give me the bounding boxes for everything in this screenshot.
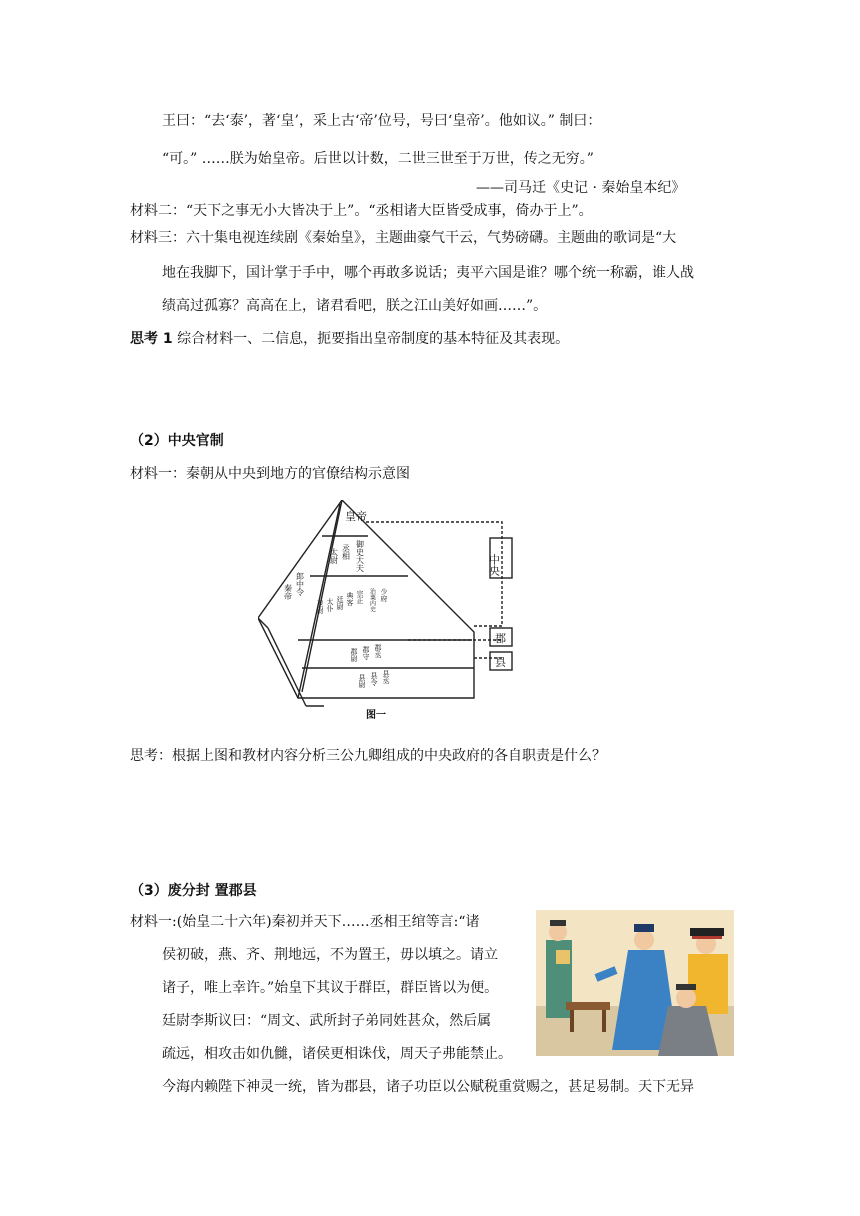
material3-line3: 绩高过孤寡？高高在上，诸君看吧，朕之江山美好如画……”。	[162, 298, 548, 314]
central-bracket	[366, 522, 502, 626]
tier2-yushi: 御史大夫	[355, 540, 365, 572]
think1-label: 思考 1	[130, 331, 173, 347]
tier3-4: 宗正	[356, 590, 364, 604]
court-scene-illustration	[536, 910, 734, 1056]
figure-caption: 图一	[366, 710, 386, 721]
tier3-2: 廷尉	[336, 596, 344, 610]
bureaucracy-pyramid-figure	[258, 500, 522, 722]
section3-line6: 今海内赖陛下神灵一统，皆为郡县，诸子功臣以公赋税重赏赐之，甚足易制。天下无异	[162, 1079, 694, 1095]
section2-material1: 材料一：秦朝从中央到地方的官僚结构示意图	[130, 466, 410, 482]
material1-quote-line1: 王曰：“去‘泰’，著‘皇’，采上古‘帝’位号，号曰‘皇帝’。他如议。” 制曰：	[162, 113, 602, 129]
tier4-2: 郡丞	[374, 644, 382, 658]
section3-line4: 廷尉李斯议曰：“周文、武所封子弟同姓甚众，然后属	[162, 1013, 492, 1029]
section3-heading: （3）废分封 置郡县	[130, 883, 257, 899]
tier2-chengxiang: 丞相	[341, 544, 351, 560]
left-face-2: 郎中令	[295, 572, 305, 596]
think1-text: 综合材料一、二信息，扼要指出皇帝制度的基本特征及其表现。	[172, 331, 570, 347]
material1-quote-line2: “可。” ……朕为始皇帝。后世以计数，二世三世至于万世，传之无穷。”	[162, 151, 594, 167]
section2-heading: （2）中央官制	[130, 433, 224, 449]
section3-line3: 诸子，唯上幸许。”始皇下其议于群臣，群臣皆以为便。	[162, 980, 499, 996]
think1	[130, 328, 569, 348]
tier5-2: 县丞	[382, 670, 390, 684]
tier3-0: 卫尉	[316, 600, 324, 614]
bracket-county: 县	[495, 656, 506, 669]
left-face-1: 秦帝	[283, 584, 293, 600]
tier3-3: 典客	[346, 592, 354, 606]
tier5-0: 县尉	[358, 674, 366, 688]
material3-line1: 材料三：六十集电视连续剧《秦始皇》，主题曲豪气干云，气势磅礴。主题曲的歌词是“大	[130, 230, 677, 246]
tier3-1: 太仆	[326, 598, 334, 612]
tier4-0: 郡尉	[350, 648, 358, 662]
tier3-6: 少府	[380, 588, 388, 602]
bracket-central: 中央	[487, 554, 501, 576]
material3-line2: 地在我脚下，国计掌于手中，哪个再敢多说话；夷平六国是谁？哪个统一称霸，谁人战	[162, 265, 694, 281]
section2-think: 思考：根据上图和教材内容分析三公九卿组成的中央政府的各自职责是什么？	[130, 748, 606, 764]
bracket-commandery: 郡	[495, 632, 506, 645]
tier3-5: 治粟内史	[368, 588, 376, 612]
section3-line5: 疏远，相攻击如仇雠，诸侯更相诛伐，周天子弗能禁止。	[162, 1046, 512, 1062]
tier2-taiwei: 太尉	[329, 548, 339, 564]
tier5-1: 县令	[370, 672, 378, 686]
section3-line2: 侯初破，燕、齐、荆地远，不为置王，毋以填之。请立	[162, 947, 498, 963]
material1-source: ——司马迁《史记 · 秦始皇本纪》	[476, 180, 686, 196]
apex-label: 皇帝	[345, 510, 367, 523]
tier4-1: 郡守	[362, 646, 370, 660]
section3-line1: 材料一:(始皇二十六年)秦初并天下……丞相王绾等言:“诸	[130, 914, 480, 930]
material2-text: 材料二：“天下之事无小大皆决于上”。“丞相诸大臣皆受成事，倚办于上”。	[130, 203, 593, 219]
